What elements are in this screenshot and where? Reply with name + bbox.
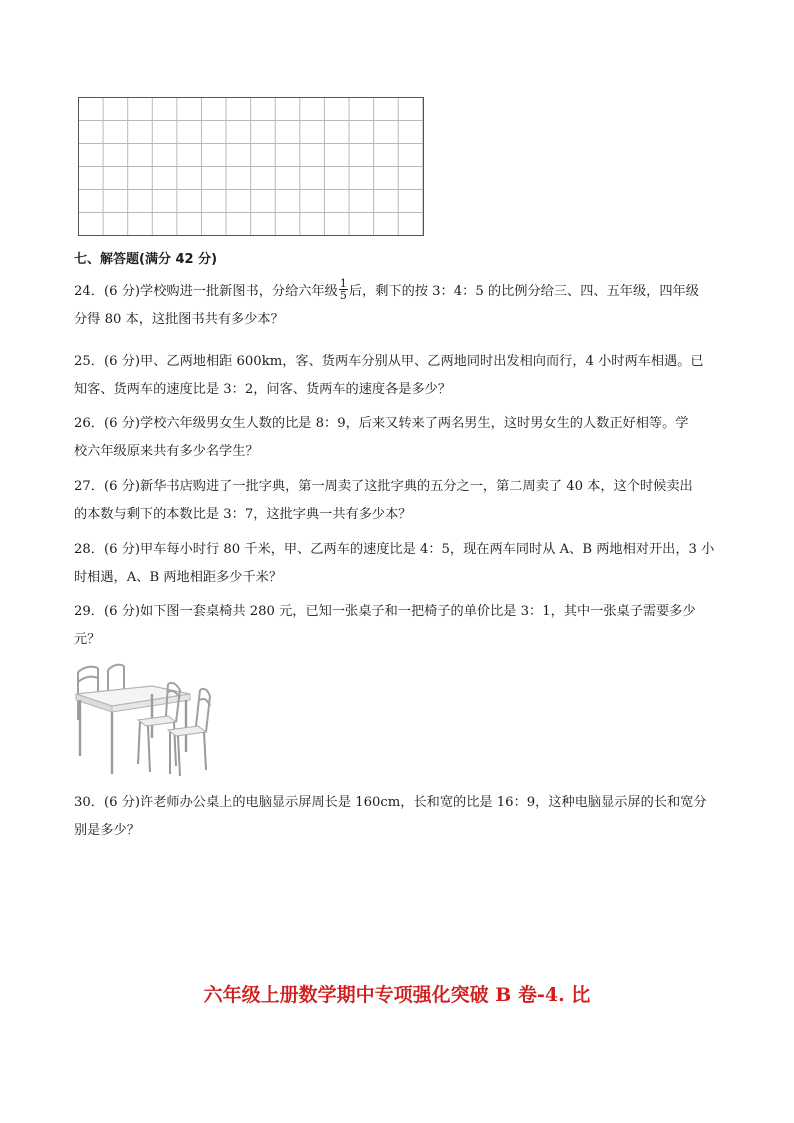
fraction-numerator: 1 <box>339 277 347 290</box>
question-25-line-1: 25．(6 分)甲、乙两地相距 600km，客、货两车分别从甲、乙两地同时出发相向而行，4 小时两车相遇。已 <box>74 354 704 369</box>
question-28-line-1: 28．(6 分)甲车每小时行 80 千米，甲、乙两车的速度比是 4：5，现在两车同时从 A、B 两地相对开出，3 小 <box>74 542 715 557</box>
question-24 <box>74 278 724 334</box>
writing-grid <box>78 97 424 236</box>
question-28 <box>74 536 724 592</box>
worksheet-title: 六年级上册数学期中专项强化突破 B 卷-4. 比 <box>203 984 591 1006</box>
question-26-line-2: 校六年级原来共有多少名学生？ <box>74 444 259 459</box>
question-24-text-a: 24．(6 分)学校购进一批新图书，分给六年级 <box>74 284 338 299</box>
fraction-one-fifth <box>339 278 348 301</box>
question-30 <box>74 789 724 845</box>
question-29 <box>74 598 724 654</box>
table-and-chairs-illustration <box>72 660 214 778</box>
question-26-line-1: 26．(6 分)学校六年级男女生人数的比是 8：9，后来又转来了两名男生，这时男女生的人数正好相等。学 <box>74 416 689 431</box>
question-29-line-2: 元？ <box>74 632 101 647</box>
question-26 <box>74 410 724 466</box>
question-24-text-b: 后，剩下的按 3：4：5 的比例分给三、四、五年级，四年级 <box>348 284 699 299</box>
question-24-line-1 <box>74 278 724 306</box>
question-28-line-2: 时相遇，A、B 两地相距多少千米？ <box>74 570 283 585</box>
question-30-line-2: 别是多少？ <box>74 823 140 838</box>
question-30-line-1: 30．(6 分)许老师办公桌上的电脑显示屏周长是 160cm，长和宽的比是 16：9，这种电脑显示屏的长和宽分 <box>74 795 707 810</box>
question-29-line-1: 29．(6 分)如下图一套桌椅共 280 元，已知一张桌子和一把椅子的单价比是 3：1，其中一张桌子需要多少 <box>74 604 696 619</box>
question-27-line-1: 27．(6 分)新华书店购进了一批字典，第一周卖了这批字典的五分之一，第二周卖了 40 本，这个时候卖出 <box>74 479 693 494</box>
question-27-line-2: 的本数与剩下的本数比是 3：7，这批字典一共有多少本？ <box>74 507 412 522</box>
fraction-denominator: 5 <box>339 289 347 302</box>
question-25-line-2: 知客、货两车的速度比是 3：2，问客、货两车的速度各是多少？ <box>74 382 452 397</box>
section-title: 七、解答题(满分 42 分) <box>74 252 218 267</box>
question-27 <box>74 473 724 529</box>
question-24-line-2: 分得 80 本，这批图书共有多少本？ <box>74 312 284 327</box>
question-25 <box>74 348 724 404</box>
